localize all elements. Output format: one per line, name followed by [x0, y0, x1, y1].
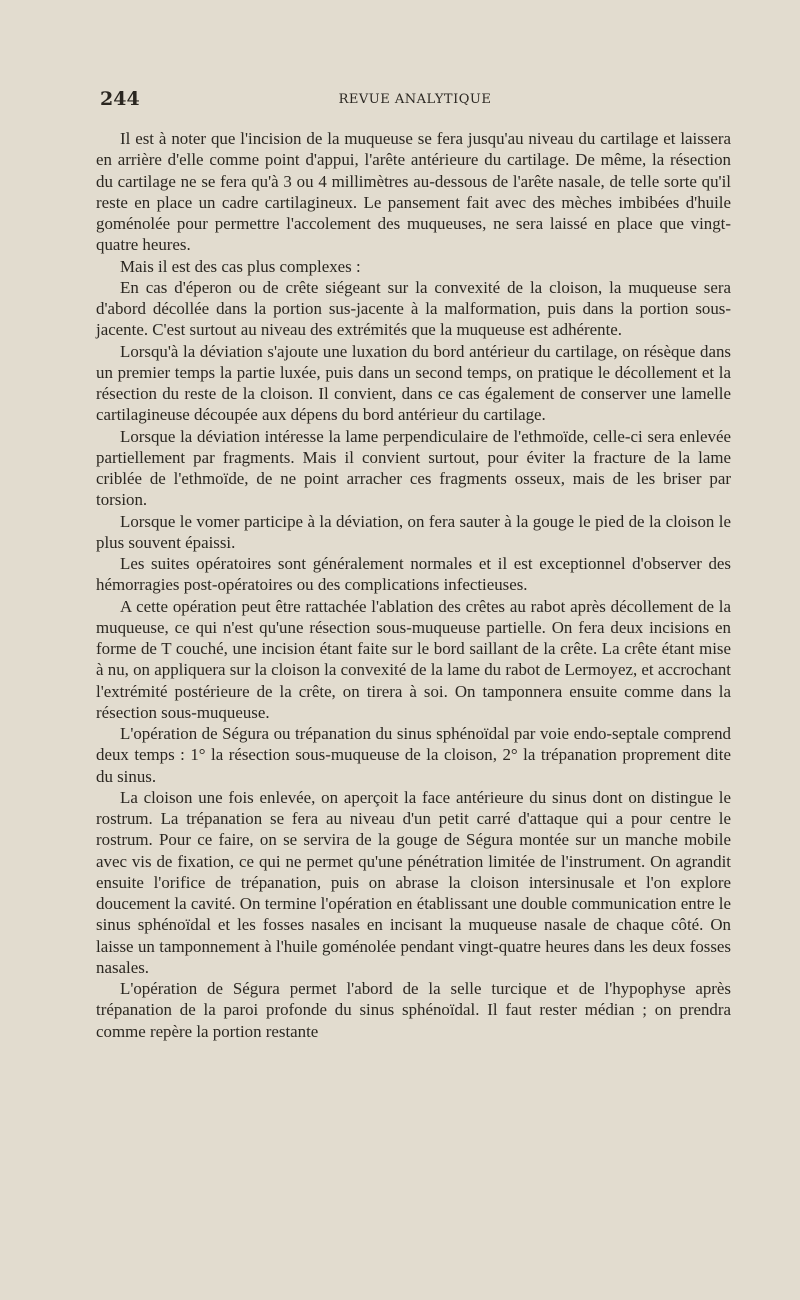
paragraph: Lorsque la déviation intéresse la lame perpendiculaire de l'ethmoïde, celle-ci sera enlevée partiellement par fragments. Mais il convient surtout, pour éviter la fracture de la lame criblée de l'ethmoïde, de ne point arracher ces fragments osseux, mais de les briser par torsion. [96, 426, 731, 510]
paragraph: En cas d'éperon ou de crête siégeant sur la convexité de la cloison, la muqueuse sera d'abord décollée dans la portion sus-jacente à la malformation, puis dans la portion sous-jacente. C'est surtout au niveau des extrémités que la muqueuse est adhérente. [96, 277, 731, 340]
paragraph: Les suites opératoires sont généralement normales et il est exceptionnel d'observer des hémorragies post-opératoires ou des complications infectieuses. [96, 554, 731, 595]
page-header [100, 88, 730, 114]
paragraph: L'opération de Ségura permet l'abord de la selle turcique et de l'hypophyse après trépanation de la paroi profonde du sinus sphénoïdal. Il faut rester médian ; on prendra comme repère la portion restante [96, 979, 731, 1041]
page-number: 244 [100, 88, 140, 110]
paragraph: L'opération de Ségura ou trépanation du sinus sphénoïdal par voie endo-septale comprend deux temps : 1° la résection sous-muqueuse de la cloison, 2° la trépanation proprement dite du sinus. [96, 724, 731, 786]
paragraph: Lorsqu'à la déviation s'ajoute une luxation du bord antérieur du cartilage, on résèque dans un premier temps la partie luxée, puis dans un second temps, on pratique le décollement et la résection du reste de la cloison. Il convient, dans ce cas également de conserver une lamelle cartilagineuse découpée aux dépens du bord antérieur du cartilage. [96, 341, 731, 425]
body-text [96, 128, 731, 1042]
paragraph: Lorsque le vomer participe à la déviation, on fera sauter à la gouge le pied de la cloison le plus souvent épaissi. [96, 511, 731, 552]
running-title: REVUE ANALYTIQUE [338, 92, 492, 107]
paragraph: La cloison une fois enlevée, on aperçoit la face antérieure du sinus dont on distingue le rostrum. La trépanation se fera au niveau d'un petit carré d'attaque qui a pour centre le rostrum. Pour ce faire, on se servira de la gouge de Ségura montée sur un manche mobile avec vis de fixation, ce qui ne permet qu'une pénétration limitée de l'instrument. On agrandit ensuite l'orifice de trépanation, puis on abrase la cloison intersinusale et l'on explore doucement la cavité. On termine l'opération en établissant une double communication entre le sinus sphénoïdal et les fosses nasales en incisant la muqueuse nasale de chaque côté. On laisse un tamponnement à l'huile goménolée pendant vingt-quatre heures dans les deux fosses nasales. [96, 787, 731, 977]
paragraph: Il est à noter que l'incision de la muqueuse se fera jusqu'au niveau du cartilage et laissera en arrière d'elle comme point d'appui, l'arête antérieure du cartilage. De même, la résection du cartilage ne se fera qu'à 3 ou 4 millimètres au-dessous de l'arête nasale, de telle sorte qu'il reste en place un cadre cartilagineux. Le pansement fait avec des mèches imbibées d'huile goménolée pour permettre l'accolement des muqueuses, ne sera laissé en place que vingt-quatre heures. [96, 129, 731, 255]
paragraph: Mais il est des cas plus complexes : [120, 256, 361, 276]
paragraph: A cette opération peut être rattachée l'ablation des crêtes au rabot après décollement de la muqueuse, ce qui n'est qu'une résection sous-muqueuse partielle. On fera deux incisions en forme de T couché, une incision étant faite sur le bord saillant de la crête. La crête étant mise à nu, on appliquera sur la cloison la convexité de la lame du rabot de Lermoyez, et accrochant l'extrémité postérieure de la crête, on tirera à soi. On tamponnera ensuite comme dans la résection sous-muqueuse. [96, 596, 731, 722]
